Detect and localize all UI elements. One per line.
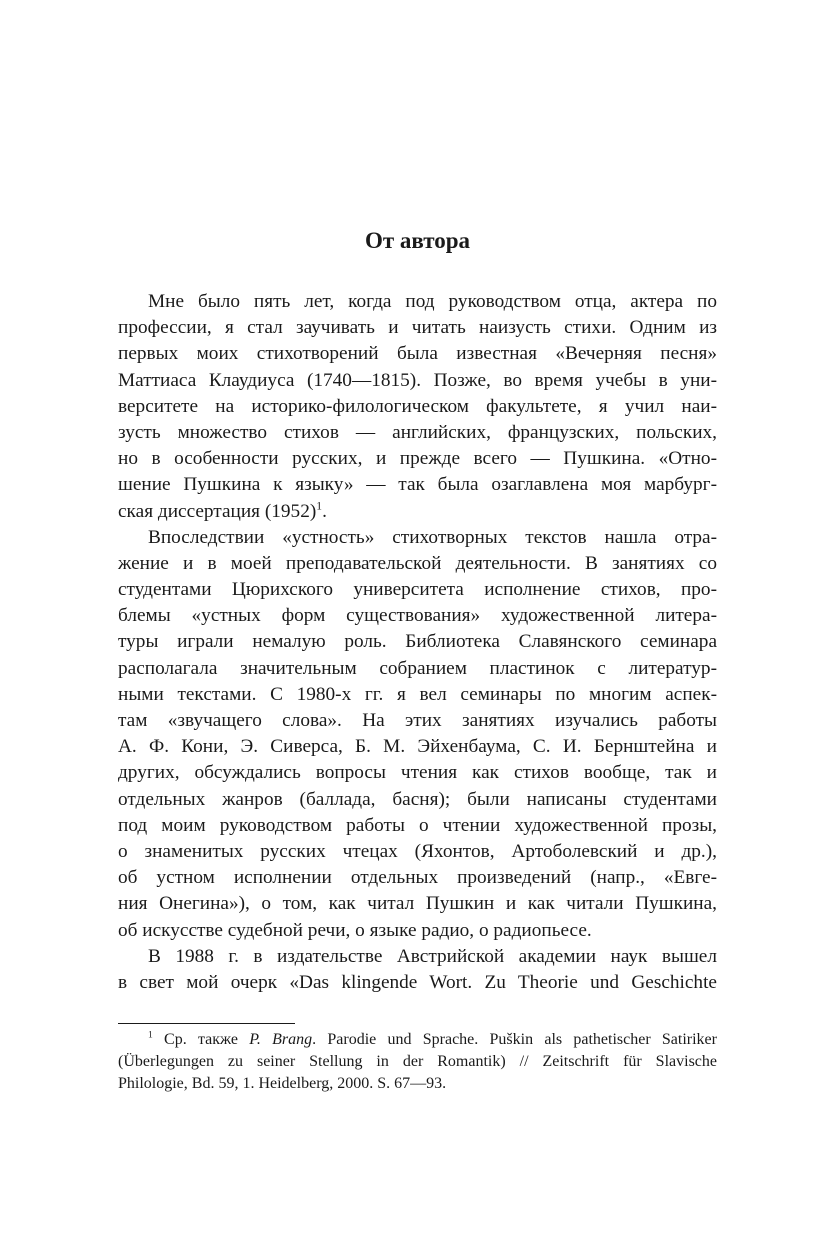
text-line: о знаменитых русских чтецах (Яхонтов, Артоболевский и др.),	[118, 840, 717, 862]
text-line: там «звучащего слова». На этих занятиях изучались работы	[118, 710, 717, 731]
footnote-line	[118, 1029, 717, 1051]
text-line: Мне было пять лет, когда под руководством отца, актера по	[148, 291, 717, 312]
text-line: ния Онегина»), о том, как читал Пушкин и как читали Пушкина,	[118, 893, 717, 915]
page-title: От автора	[364, 228, 471, 253]
text-line: под моим руководством работы о чтении художественной прозы,	[118, 814, 717, 836]
text-line: об искусстве судебной речи, о языке радио, о радиопьесе.	[118, 919, 592, 941]
book-page	[118, 0, 717, 1241]
text-line: профессии, я стал заучивать и читать наизусть стихи. Одним из	[118, 317, 717, 339]
paragraph-3	[118, 944, 717, 996]
footnote-reference[interactable]: 1	[316, 499, 323, 513]
paragraph-2	[118, 525, 717, 944]
footnote-line: Philologie, Bd. 59, 1. Heidelberg, 2000. S. 67—93.	[118, 1075, 447, 1092]
text-line: в свет мой очерк «Das klingende Wort. Zu Theorie und Geschichte	[118, 971, 717, 993]
paragraph-1	[118, 289, 717, 525]
main-text	[118, 289, 717, 996]
text-line: об устном исполнении отдельных произведений (напр., «Евге-	[118, 867, 717, 889]
footnote-line: (Überlegungen zu seiner Stellung in der Romantik) // Zeitschrift für Slavische	[118, 1053, 717, 1070]
text-line: других, обсуждались вопросы чтения как стихов вообще, так и	[118, 762, 717, 784]
text-line: ными текстами. С 1980-х гг. я вел семинары по многим аспек-	[118, 683, 717, 705]
text-line: зусть множество стихов — английских, французских, польских,	[118, 421, 717, 443]
footnote-number: 1	[148, 1029, 153, 1041]
footnote-text: Ср. также	[152, 1031, 250, 1048]
footnote-block	[118, 1029, 717, 1095]
text-line: Впоследствии «устность» стихотворных текстов нашла отра-	[148, 526, 717, 548]
text-line	[118, 499, 717, 525]
text-line: Маттиаса Клаудиуса (1740—1815). Позже, во время учебы в уни-	[118, 369, 717, 391]
text-fragment: ская диссертация (1952)	[118, 500, 317, 522]
text-line: располагала значительным собранием пластинок с литератур-	[118, 657, 717, 679]
text-line: жение и в моей преподавательской деятельности. В занятиях со	[118, 552, 717, 574]
text-line: первых моих стихотворений была известная «Вечерняя песня»	[118, 343, 717, 365]
footnote-text: . Parodie und Sprache. Puškin als pathetischer Satiriker	[312, 1031, 717, 1048]
text-line: туры играли немалую роль. Библиотека Славянского семинара	[118, 631, 717, 653]
footnote-divider	[118, 1023, 295, 1024]
text-line: шение Пушкина к языку» — так была озаглавлена моя марбург-	[118, 474, 717, 496]
text-line: верситете на историко-филологическом факультете, я учил наи-	[118, 395, 717, 417]
footnote-author: P. Brang	[249, 1031, 313, 1048]
text-line: но в особенности русских, и прежде всего — Пушкина. «Отно-	[118, 448, 717, 470]
text-line: В 1988 г. в издательстве Австрийской академии наук вышел	[148, 945, 717, 967]
text-line: отдельных жанров (баллада, басня); были написаны студентами	[118, 788, 717, 810]
text-line: А. Ф. Кони, Э. Сиверса, Б. М. Эйхенбаума, С. И. Бернштейна и	[118, 736, 717, 758]
text-line: студентами Цюрихского университета исполнение стихов, про-	[118, 579, 717, 601]
text-fragment: .	[322, 500, 327, 522]
text-line: блемы «устных форм существования» художественной литера-	[118, 605, 717, 627]
